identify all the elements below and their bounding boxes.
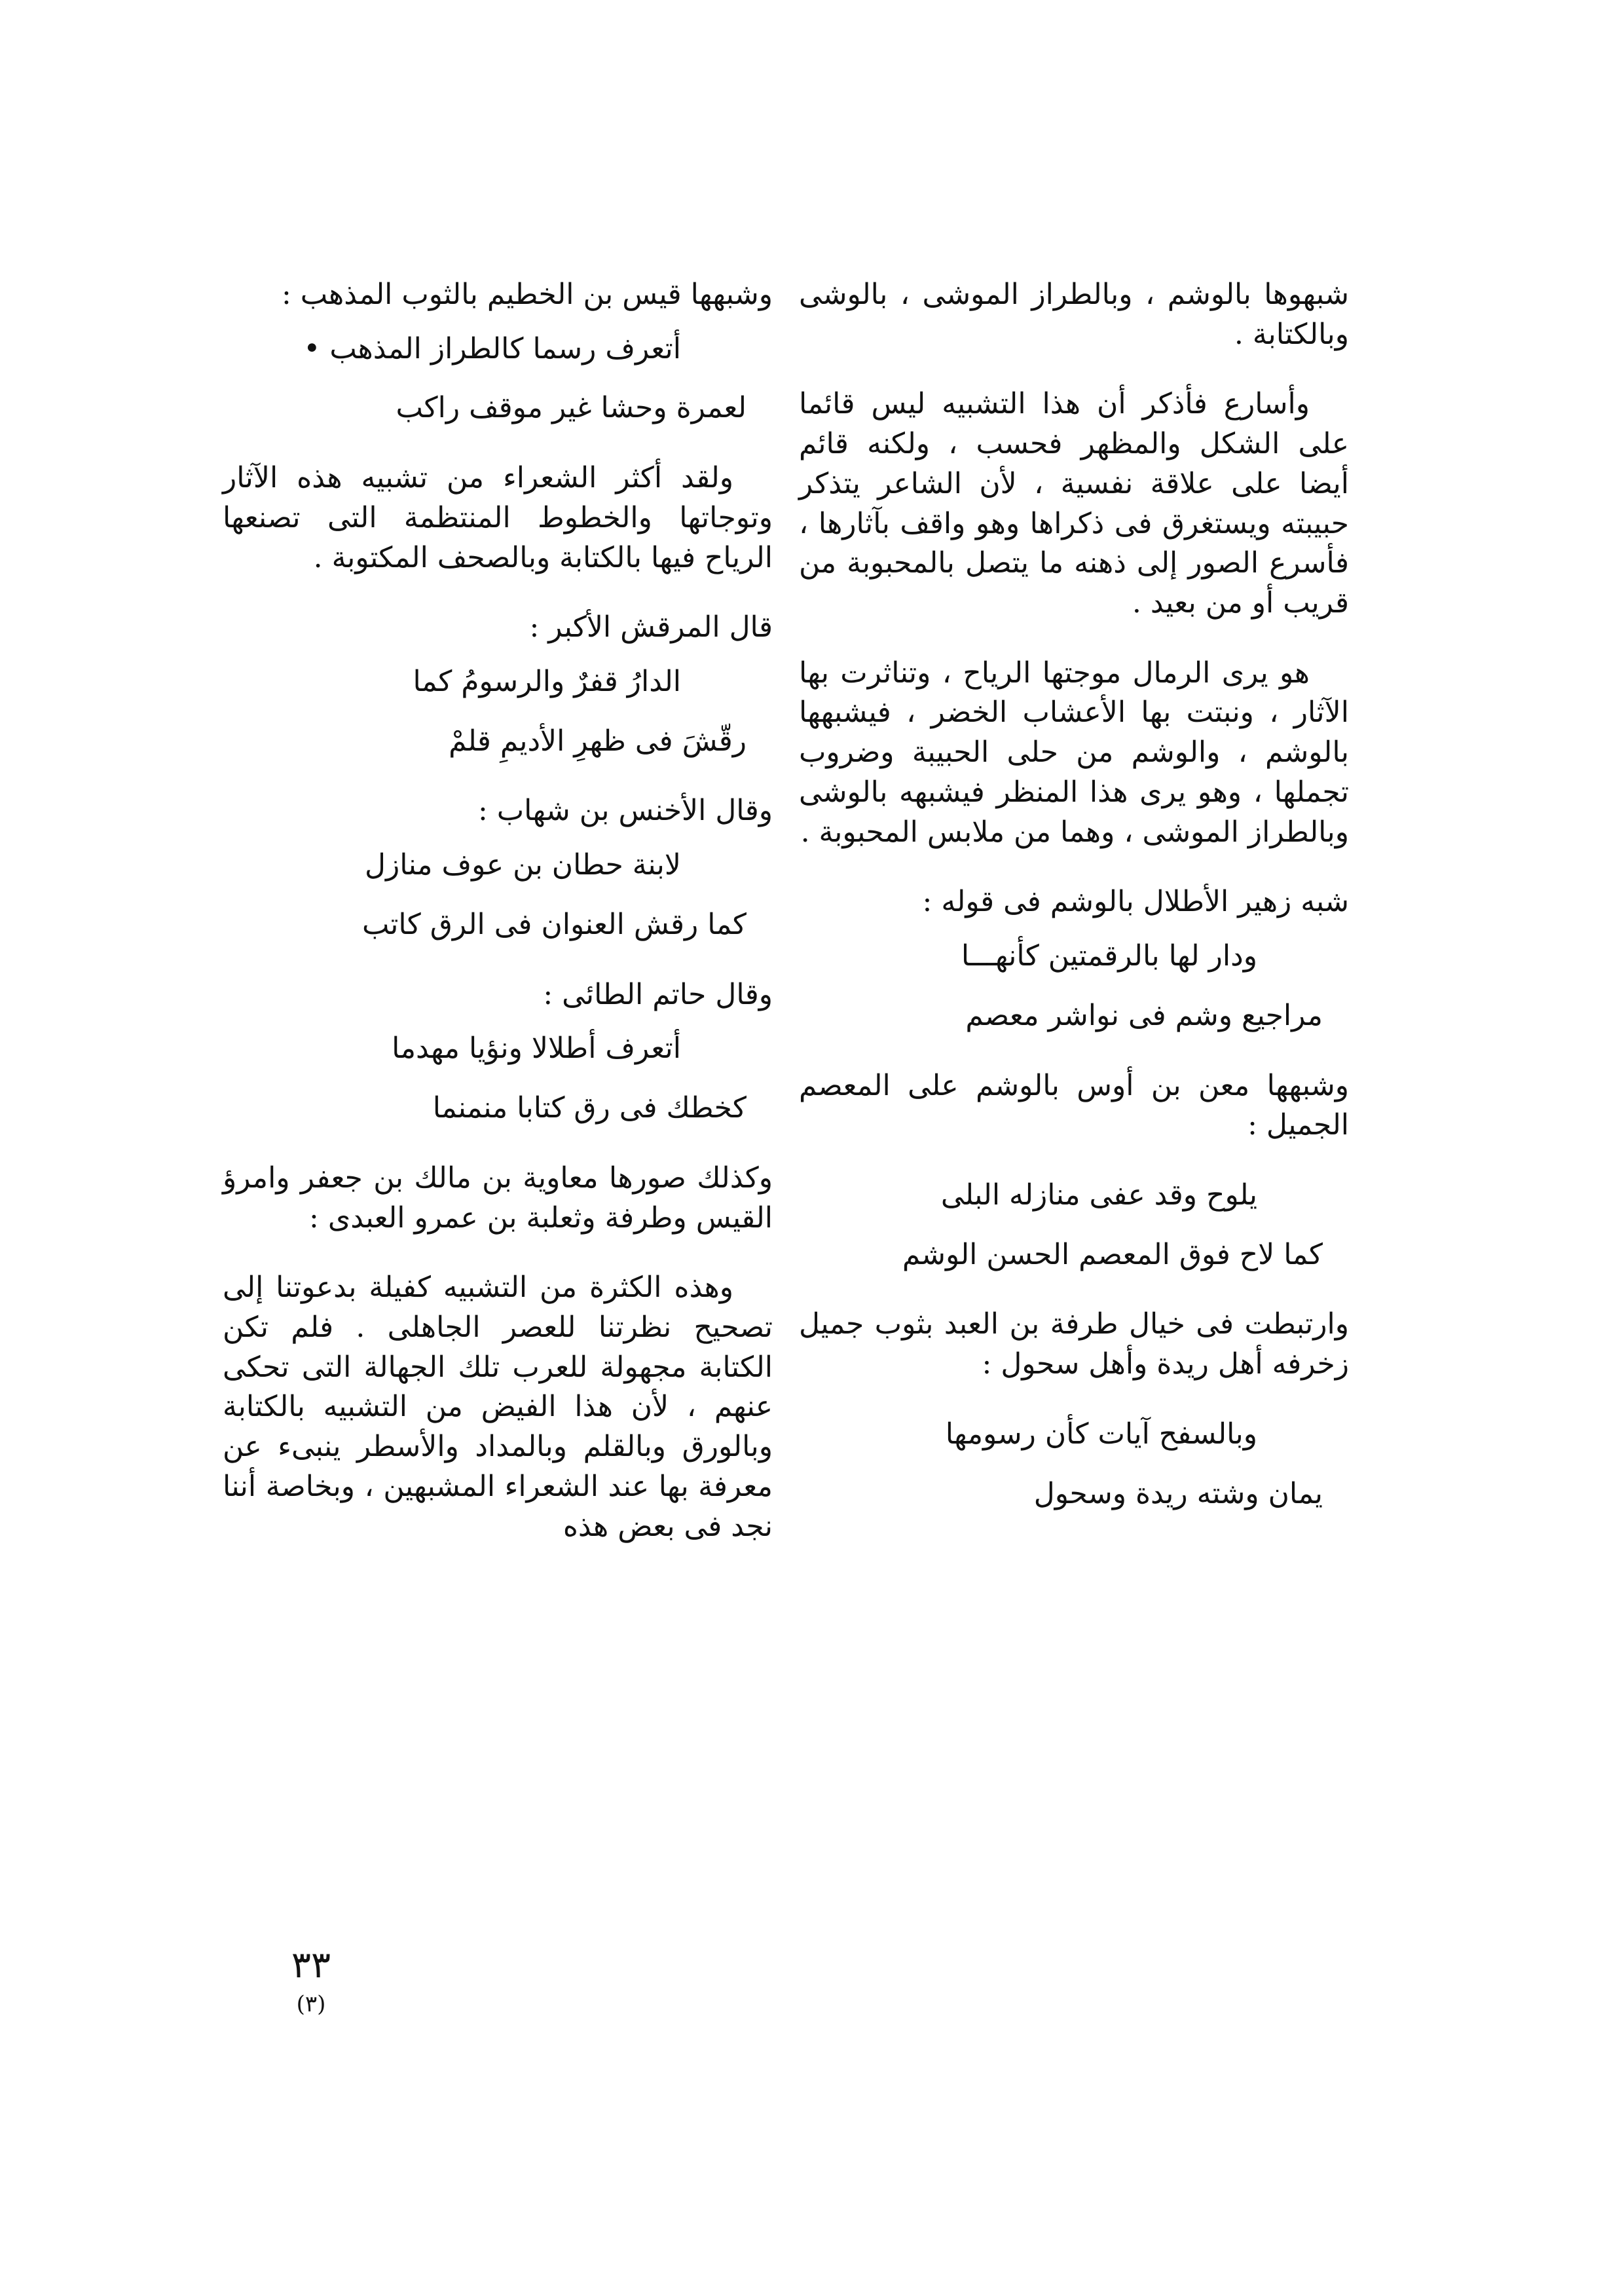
verse-hemistich: وبالسفح آيات كأن رسومها [945,1417,1257,1451]
page-number: ٣٣ [291,1944,331,1987]
verse-hemistich: كما لاح فوق المعصم الحسن الوشم [902,1237,1323,1271]
paragraph: هو يرى الرمال موجتها الرياح ، وتناثرت بها الآثار ، ونبتت بها الأعشاب الخضر ، فيشبهها بالوشم ، والوشم من حلى الحبيبة وضروب تجملها ، وهو يرى هذا المنظر فيشبهه بالوشى وبالطراز الموشى ، وهما من ملابس المحبوبة . [799,656,1349,849]
verse-hemistich: رقّشَ فى ظهرِ الأديمِ قلمْ [449,724,747,758]
verse-hemistich: يلوح وقد عفى منازله البلى [940,1178,1257,1212]
paragraph: وكذلك صورها معاوية بن مالك بن جعفر وامرؤ القيس وطرفة وثعلبة بن عمرو العبدى : [223,1161,773,1235]
verse-hemistich: يمان وشته ريدة وسحول [1033,1476,1323,1510]
verse-hemistich: لعمرة وحشا غير موقف راكب [396,391,747,425]
paragraph: شبهوها بالوشم ، وبالطراز الموشى ، بالوشى وبالكتابة . [799,278,1349,351]
verse-intro: شبه زهير الأطلال بالوشم فى قوله : [922,885,1349,919]
verse-hemistich: كخطك فى رق كتابا منمنما [432,1091,747,1125]
verse-intro: وقال الأخنس بن شهاب : [477,794,773,828]
verse-hemistich: أتعرف أطلالا ونؤيا مهدما [392,1032,681,1066]
left-column [223,275,773,1577]
verse-hemistich: أتعرف رسما كالطراز المذهب • [303,331,681,365]
verse-intro: وشبهها قيس بن الخطيم بالثوب المذهب : [282,278,773,311]
signature-mark: (٣) [296,1991,326,2017]
verse-intro: وقال حاتم الطائى : [543,977,773,1011]
right-column [799,275,1349,1544]
verse-hemistich: الدارُ قفرٌ والرسومُ كما [413,665,681,699]
paragraph: وأسارع فأذكر أن هذا التشبيه ليس قائما على الشكل والمظهر فحسب ، ولكنه قائم أيضا على علاقة نفسية ، لأن الشاعر يتذكر حبيبته ويستغرق فى ذكراها وهو واقف بآثارها ، فأسرع الصور إلى ذهنه ما يتصل بالمحبوبة من قريب أو من بعيد . [799,387,1349,620]
verse-hemistich: كما رقش العنوان فى الرق كاتب [361,907,747,941]
verse-hemistich: ودار لها بالرقمتين كأنهـــا [961,939,1257,973]
verse-intro: وارتبطت فى خيال طرفة بن العبد بثوب جميل زخرفه أهل ريدة وأهل سحول : [799,1307,1349,1381]
paragraph: وهذه الكثرة من التشبيه كفيلة بدعوتنا إلى تصحيح نظرتنا للعصر الجاهلى . فلم تكن الكتابة مجهولة للعرب تلك الجهالة التى تحكى عنهم ، لأن هذا الفيض من التشبيه بالكتابة وبالورق وبالقلم وبالمداد والأسطر ينبىء عن معرفة بها عند الشعراء المشبهين ، وبخاصة أننا نجد فى بعض هذه [223,1271,773,1543]
paragraph: ولقد أكثر الشعراء من تشبيه هذه الآثار وتوجاتها والخطوط المنتظمة التى تصنعها الرياح فيها بالكتابة وبالصحف المكتوبة . [223,461,773,574]
verse-intro: وشبهها معن بن أوس بالوشم على المعصم الجميل : [799,1068,1349,1142]
verse-hemistich: لابنة حطان بن عوف منازل [365,848,681,882]
verse-hemistich: مراجيع وشم فى نواشر معصم [965,998,1323,1032]
verse-intro: قال المرقش الأكبر : [529,610,773,644]
